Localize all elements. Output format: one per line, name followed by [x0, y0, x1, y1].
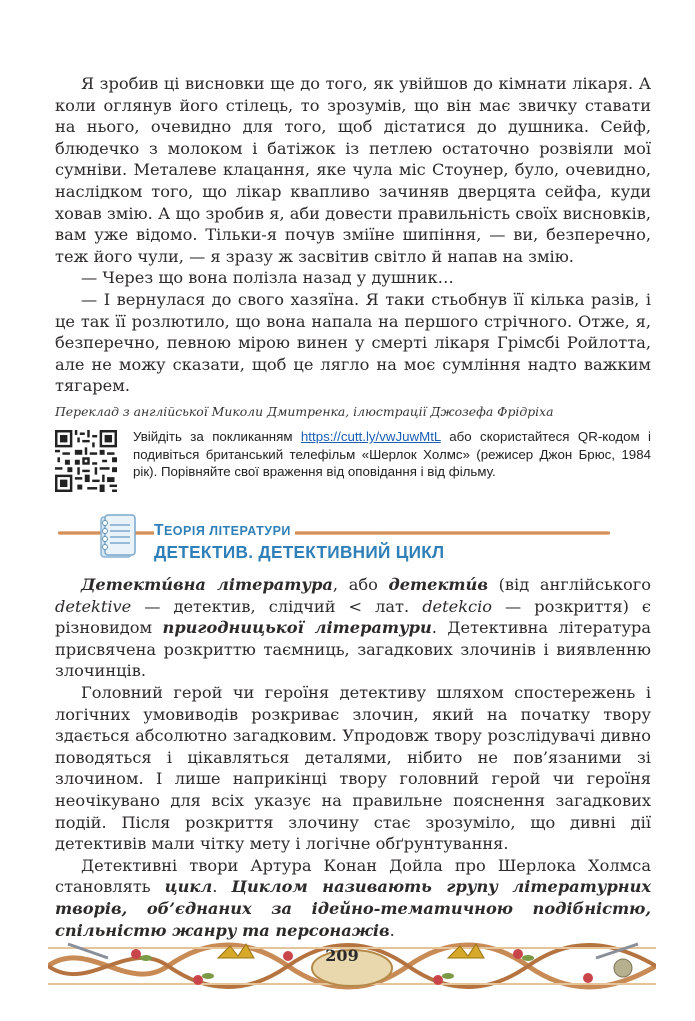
qr-instructions — [133, 428, 651, 481]
theory-paragraph-2: Головний герой чи героїня детективу шляхом спостережень і логічних умовиводів розкриває злочин, який на початку твору здається абсолютно загадковим. Упродовж твору розслідувачі дивно поводяться і цікавляться деталями, нібито не пов’язаними зі злочином. І лише наприкінці твору головний герой чи героїня неочікувано для всіх указує на правильне пояснення загадкових подій. Після розкриття злочину стає зрозуміло, що дивні дії детективів мали чітку мету і логічне обґрунтування. — [55, 682, 651, 854]
section-heading-rest: ЕОРІЯ ЛІТЕРАТУРИ — [163, 524, 291, 538]
story-paragraph-1: Я зробив ці висновки ще до того, як увійшов до кімнати лікаря. А коли оглянув його стілець, то зрозумів, що він має звичку ставати на нього, очевидно для того, щоб дістатися до душника. Сейф, блюдечко з молоком і батіжок із петлею остаточно розвіяли мої сумніви. Металеве клацання, яке чула міс Стоунер, було, очевидно, наслідком того, що лікар квапливо зачиняв дверцята сейфа, куди ховав змію. А що зробив я, аби довести правильність своїх висновків, вам уже відомо. Тільки-я почув зміїне шипіння, — ви, безперечно, теж його чули, — я зразу ж засвітив світло й напав на змію. — [55, 74, 651, 266]
term-adventure-literature: пригодницької літератури — [162, 618, 432, 638]
theory-paragraph-1 — [55, 574, 651, 682]
text-run: — детектив, слідчий < лат. — [131, 596, 423, 616]
story-text — [55, 73, 651, 397]
text-run: Детективні твори Артура Конан Дойла про Шерлока Холмса становлять — [55, 855, 651, 897]
text-run: — розкриття) є різновидом — [55, 596, 651, 638]
page-number: 209 — [325, 946, 359, 965]
theory-text — [55, 574, 651, 941]
definition-cycle: Циклом називають групу літературних творів, об’єднаних за ідейно-тематичною подібністю, спільністю жанру та персонажів — [55, 877, 652, 940]
translation-credit: Переклад з англійської Миколи Дмитренка, ілюстрації Джозефа Фрідріха — [55, 404, 554, 419]
text-run: (від англійського — [487, 575, 651, 594]
section-heading — [154, 522, 295, 540]
text-run: , або — [332, 575, 389, 594]
etymology-english: detektive — [55, 596, 132, 616]
video-link[interactable]: https://cutt.ly/vwJuwMtL — [300, 429, 441, 444]
section-heading-cap: Т — [154, 522, 164, 539]
text-run: . Детективна література присвячена розкриттю таємниць, загадкових злочинів і виявленню злочинців. — [55, 618, 651, 681]
term-detective-literature: Детекти́вна література — [81, 575, 333, 594]
term-cycle: цикл — [164, 877, 213, 897]
section-title: ДЕТЕКТИВ. ДЕТЕКТИВНИЙ ЦИКЛ — [154, 542, 445, 562]
story-paragraph-3: — І вернулася до свого хазяїна. Я таки стьобнув її кілька разів, і це так її розлютило, що вона напала на першого стрічного. Отже, я, безперечно, певною мірою винен у смерті лікаря Грімсбі Ройлотта, але не можу сказати, щоб це лягло на моє сумління надто важким тягарем. — [55, 289, 651, 396]
scroll-notebook-icon — [95, 513, 141, 561]
qr-text-after: або скористайтеся QR-кодом і подивіться британський телефільм «Шерлок Холмс» (режисер Джон Брюс, 1984 рік). Порівняйте свої враження від оповідання і від фільму. — [133, 429, 652, 480]
story-paragraph-2: — Через що вона полізла назад у душник… — [81, 268, 454, 288]
text-run: . — [212, 877, 232, 897]
term-detective: детекти́в — [388, 575, 488, 594]
qr-text-before: Увійдіть за покликанням — [133, 429, 301, 444]
text-run: . — [389, 920, 395, 940]
etymology-latin: detekcio — [422, 596, 493, 616]
qr-code-icon[interactable] — [55, 430, 117, 492]
